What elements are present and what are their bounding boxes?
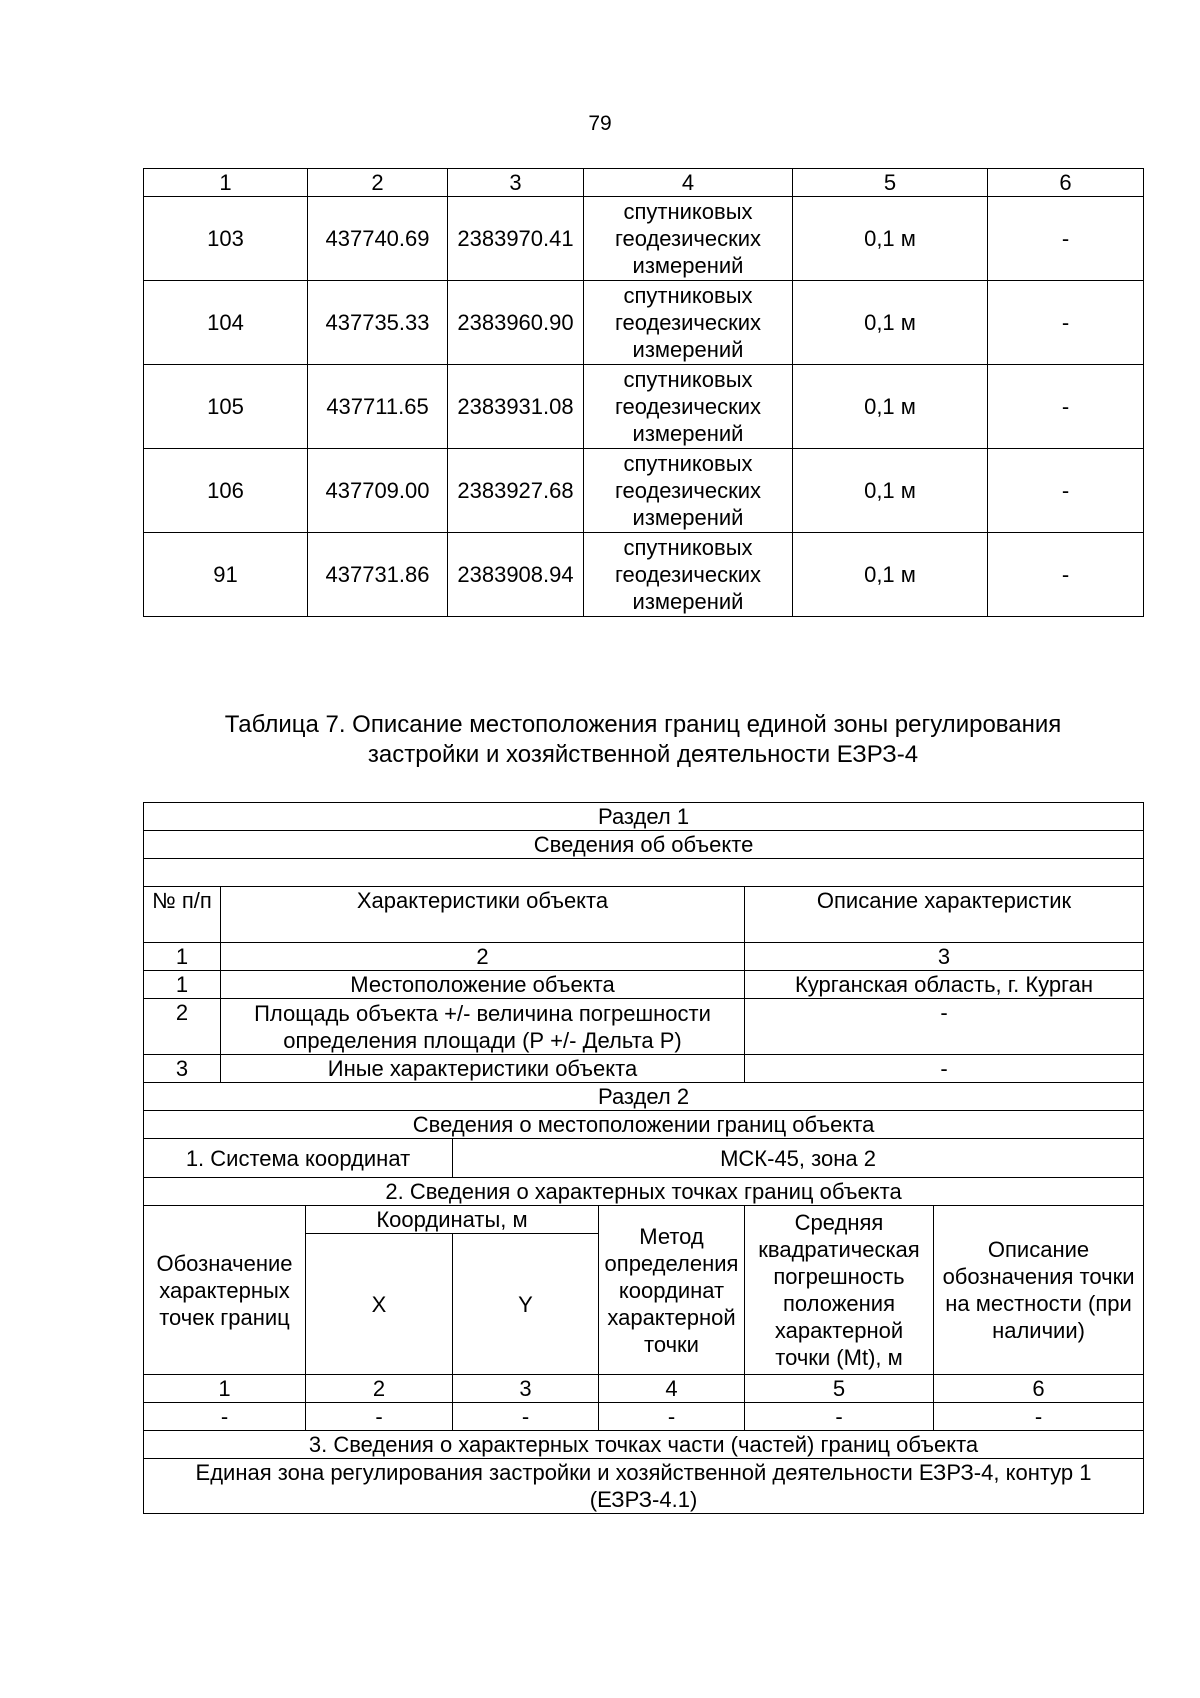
index-cell: 4 bbox=[599, 1375, 745, 1403]
coords-header: Координаты, м bbox=[306, 1206, 599, 1234]
desc-cell: Курганская область, г. Курган bbox=[745, 971, 1144, 999]
point-cell: 104 bbox=[144, 281, 308, 365]
error-cell: 0,1 м bbox=[793, 197, 988, 281]
desc-cell: - bbox=[745, 1055, 1144, 1083]
y-cell: 2383970.41 bbox=[448, 197, 584, 281]
page-number: 79 bbox=[588, 112, 612, 135]
method-cell: спутниковых геодезических измерений bbox=[584, 365, 793, 449]
header-cell: 6 bbox=[988, 169, 1144, 197]
method-cell: спутниковых геодезических измерений bbox=[584, 197, 793, 281]
empty-value-cell: - bbox=[934, 1403, 1144, 1431]
section1-title: Сведения об объекте bbox=[144, 831, 1144, 859]
col-char-header: Характеристики объекта bbox=[221, 887, 745, 943]
x-cell: 437711.65 bbox=[308, 365, 448, 449]
index-cell: 2 bbox=[306, 1375, 453, 1403]
empty-value-cell: - bbox=[599, 1403, 745, 1431]
empty-value-cell: - bbox=[306, 1403, 453, 1431]
contour-title: Единая зона регулирования застройки и хозяйственной деятельности ЕЗРЗ-4, контур 1 (ЕЗРЗ-4.1) bbox=[144, 1459, 1144, 1514]
desc-cell: - bbox=[988, 449, 1144, 533]
table-row bbox=[144, 999, 1144, 1055]
section-row bbox=[144, 803, 1144, 831]
x-cell: 437740.69 bbox=[308, 197, 448, 281]
section-row bbox=[144, 831, 1144, 859]
col-num-header: № п/п bbox=[144, 887, 221, 943]
x-cell: 437735.33 bbox=[308, 281, 448, 365]
header-cell: 3 bbox=[448, 169, 584, 197]
table-row bbox=[144, 1403, 1144, 1431]
x-header: X bbox=[306, 1234, 453, 1375]
x-cell: 437731.86 bbox=[308, 533, 448, 617]
index-row bbox=[144, 1375, 1144, 1403]
section1-heading: Раздел 1 bbox=[144, 803, 1144, 831]
designation-header: Обозначение характерных точек границ bbox=[144, 1206, 306, 1375]
num-cell: 1 bbox=[144, 971, 221, 999]
coord-system-value: МСК-45, зона 2 bbox=[453, 1139, 1144, 1178]
table-row bbox=[144, 533, 1144, 617]
points-header-row bbox=[144, 1206, 1144, 1234]
num-cell: 3 bbox=[144, 1055, 221, 1083]
y-cell: 2383908.94 bbox=[448, 533, 584, 617]
section-row bbox=[144, 1459, 1144, 1514]
col-desc-header: Описание характеристик bbox=[745, 887, 1144, 943]
error-cell: 0,1 м bbox=[793, 449, 988, 533]
point-cell: 105 bbox=[144, 365, 308, 449]
desc-cell: - bbox=[988, 197, 1144, 281]
header-cell: 1 bbox=[144, 169, 308, 197]
table-row bbox=[144, 449, 1144, 533]
error-cell: 0,1 м bbox=[793, 281, 988, 365]
num-cell: 2 bbox=[144, 999, 221, 1055]
index-cell: 1 bbox=[144, 1375, 306, 1403]
empty-value-cell: - bbox=[144, 1403, 306, 1431]
caption-line: застройки и хозяйственной деятельности ЕЗРЗ-4 bbox=[367, 741, 919, 768]
desc-cell: - bbox=[745, 999, 1144, 1055]
point-cell: 106 bbox=[144, 449, 308, 533]
index-cell: 6 bbox=[934, 1375, 1144, 1403]
method-cell: спутниковых геодезических измерений bbox=[584, 533, 793, 617]
empty-value-cell: - bbox=[453, 1403, 599, 1431]
table7-caption bbox=[143, 710, 1143, 770]
error-cell: 0,1 м bbox=[793, 365, 988, 449]
points-title: 2. Сведения о характерных точках границ объекта bbox=[144, 1178, 1144, 1206]
empty-row bbox=[144, 859, 1144, 887]
parts-title: 3. Сведения о характерных точках части (частей) границ объекта bbox=[144, 1431, 1144, 1459]
section2-title: Сведения о местоположении границ объекта bbox=[144, 1111, 1144, 1139]
y-header: Y bbox=[453, 1234, 599, 1375]
desc-cell: - bbox=[988, 533, 1144, 617]
coord-system-label: 1. Система координат bbox=[144, 1139, 453, 1178]
index-cell: 3 bbox=[745, 943, 1144, 971]
caption-line: Таблица 7. Описание местоположения границ единой зоны регулирования bbox=[224, 711, 1062, 738]
table-row bbox=[144, 197, 1144, 281]
desc-cell: - bbox=[988, 281, 1144, 365]
coord-system-row bbox=[144, 1139, 1144, 1178]
method-cell: спутниковых геодезических измерений bbox=[584, 281, 793, 365]
index-cell: 3 bbox=[453, 1375, 599, 1403]
y-cell: 2383927.68 bbox=[448, 449, 584, 533]
zone-description-table bbox=[143, 802, 1144, 1514]
char-cell: Местоположение объекта bbox=[221, 971, 745, 999]
table-row bbox=[144, 281, 1144, 365]
header-row bbox=[144, 887, 1144, 943]
table-row bbox=[144, 971, 1144, 999]
section-row bbox=[144, 1178, 1144, 1206]
table-row bbox=[144, 365, 1144, 449]
point-cell: 103 bbox=[144, 197, 308, 281]
method-header: Метод определения координат характерной точки bbox=[599, 1206, 745, 1375]
y-cell: 2383931.08 bbox=[448, 365, 584, 449]
index-cell: 2 bbox=[221, 943, 745, 971]
empty-cell bbox=[144, 859, 1144, 887]
error-cell: 0,1 м bbox=[793, 533, 988, 617]
char-cell: Иные характеристики объекта bbox=[221, 1055, 745, 1083]
index-cell: 1 bbox=[144, 943, 221, 971]
section2-heading: Раздел 2 bbox=[144, 1083, 1144, 1111]
header-cell: 5 bbox=[793, 169, 988, 197]
y-cell: 2383960.90 bbox=[448, 281, 584, 365]
header-row bbox=[144, 169, 1144, 197]
empty-value-cell: - bbox=[745, 1403, 934, 1431]
method-cell: спутниковых геодезических измерений bbox=[584, 449, 793, 533]
header-cell: 2 bbox=[308, 169, 448, 197]
table-row bbox=[144, 1055, 1144, 1083]
section-row bbox=[144, 1111, 1144, 1139]
desc-cell: - bbox=[988, 365, 1144, 449]
x-cell: 437709.00 bbox=[308, 449, 448, 533]
section-row bbox=[144, 1083, 1144, 1111]
header-cell: 4 bbox=[584, 169, 793, 197]
coordinates-table bbox=[143, 168, 1144, 617]
desc-header: Описание обозначения точки на местности (при наличии) bbox=[934, 1206, 1144, 1375]
section-row bbox=[144, 1431, 1144, 1459]
point-cell: 91 bbox=[144, 533, 308, 617]
char-cell: Площадь объекта +/- величина погрешности определения площади (Р +/- Дельта Р) bbox=[221, 999, 745, 1055]
index-cell: 5 bbox=[745, 1375, 934, 1403]
index-row bbox=[144, 943, 1144, 971]
error-header: Средняя квадратическая погрешность положения характерной точки (Mt), м bbox=[745, 1206, 934, 1375]
